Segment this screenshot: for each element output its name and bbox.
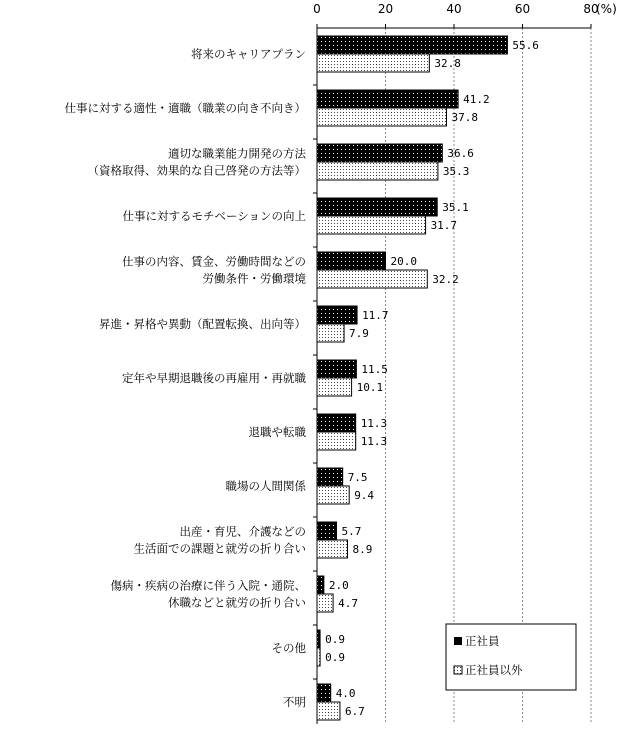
category-label: 定年や早期退職後の再雇用・再就職	[122, 371, 306, 385]
data-label: 11.5	[361, 363, 388, 376]
data-label: 7.5	[347, 471, 368, 484]
category-label: 将来のキャリアプラン	[191, 47, 306, 61]
category-label: 休職などと就労の折り合い	[168, 595, 306, 610]
bar-seishain	[317, 630, 320, 648]
grid-lines	[386, 28, 592, 724]
bar-seishain-igai	[317, 432, 356, 450]
bar-seishain	[317, 306, 357, 324]
x-tick-label: 80	[583, 2, 599, 16]
unit-label: (%)	[596, 2, 617, 16]
data-label: 20.0	[390, 255, 417, 268]
x-tick-label: 0	[313, 2, 321, 16]
bar-seishain-igai	[317, 702, 340, 720]
data-label: 11.3	[360, 435, 388, 448]
category-label: 仕事に対する適性・適職（職業の向き不向き）	[64, 101, 306, 115]
data-label: 31.7	[430, 219, 458, 232]
data-label: 0.9	[325, 633, 345, 646]
data-label: 8.9	[352, 543, 373, 556]
data-label: 35.3	[442, 165, 470, 178]
category-label: 不明	[283, 695, 306, 709]
bars	[317, 36, 507, 720]
bar-seishain-igai	[317, 270, 427, 288]
data-label: 41.2	[463, 93, 490, 106]
data-labels	[325, 39, 539, 718]
bar-seishain	[317, 468, 343, 486]
legend-swatch-series-2	[454, 666, 462, 674]
bar-seishain-igai	[317, 378, 352, 396]
legend-label-series-1: 正社員	[465, 634, 500, 648]
category-label: 傷病・疾病の治療に伴う入院・通院、	[110, 578, 306, 593]
data-label: 4.0	[335, 687, 356, 700]
data-label: 7.9	[349, 327, 369, 340]
bar-seishain	[317, 252, 386, 270]
x-tick-label: 20	[377, 2, 394, 16]
data-label: 37.8	[451, 111, 478, 124]
category-label: 出産・育児、介護などの	[179, 524, 306, 539]
data-label: 5.7	[341, 525, 362, 538]
data-label: 35.1	[442, 201, 469, 214]
bar-seishain	[317, 36, 507, 54]
bar-seishain-igai	[317, 540, 347, 558]
data-label: 0.9	[325, 651, 345, 664]
bar-seishain	[317, 414, 356, 432]
data-label: 55.6	[512, 39, 539, 52]
category-label: 退職や転職	[248, 425, 306, 439]
data-label: 9.4	[354, 489, 375, 502]
bar-seishain	[317, 522, 337, 540]
bar-seishain	[317, 684, 331, 702]
x-tick-labels	[313, 2, 617, 16]
data-label: 10.1	[356, 381, 384, 394]
bar-seishain	[317, 576, 324, 594]
category-label: 職場の人間関係	[225, 479, 306, 493]
category-label: その他	[271, 641, 306, 655]
category-label: 仕事の内容、賃金、労働時間などの	[122, 254, 306, 269]
bar-seishain	[317, 90, 458, 108]
bar-seishain-igai	[317, 594, 333, 612]
bar-seishain-igai	[317, 486, 349, 504]
legend-label-series-2: 正社員以外	[465, 663, 523, 677]
category-labels	[65, 47, 307, 709]
bar-seishain	[317, 360, 356, 378]
data-label: 32.8	[434, 57, 461, 70]
legend-swatch-series-1	[454, 637, 462, 645]
category-label: （資格取得、効果的な自己啓発の方法等）	[87, 163, 306, 178]
data-label: 32.2	[432, 273, 459, 286]
category-label: 仕事に対するモチベーションの向上	[122, 209, 306, 223]
data-label: 36.6	[447, 147, 474, 160]
x-tick-label: 60	[514, 2, 531, 16]
bar-seishain	[317, 144, 442, 162]
legend	[446, 624, 576, 690]
bar-seishain-igai	[317, 162, 438, 180]
x-tick-label: 40	[446, 2, 462, 16]
data-label: 4.7	[338, 597, 358, 610]
category-label: 昇進・昇格や異動（配置転換、出向等）	[99, 317, 306, 331]
data-label: 11.7	[362, 309, 389, 322]
data-label: 6.7	[344, 705, 365, 718]
bar-seishain-igai	[317, 648, 320, 666]
category-label: 生活面での課題と就労の折り合い	[133, 541, 306, 556]
bar-seishain	[317, 198, 437, 216]
bar-seishain-igai	[317, 216, 426, 234]
category-label: 労働条件・労働環境	[202, 271, 306, 286]
data-label: 11.3	[360, 417, 388, 430]
bar-seishain-igai	[317, 108, 446, 126]
category-label: 適切な職業能力開発の方法	[168, 146, 306, 161]
bar-seishain-igai	[317, 324, 344, 342]
data-label: 2.0	[328, 579, 349, 592]
bar-seishain-igai	[317, 54, 429, 72]
